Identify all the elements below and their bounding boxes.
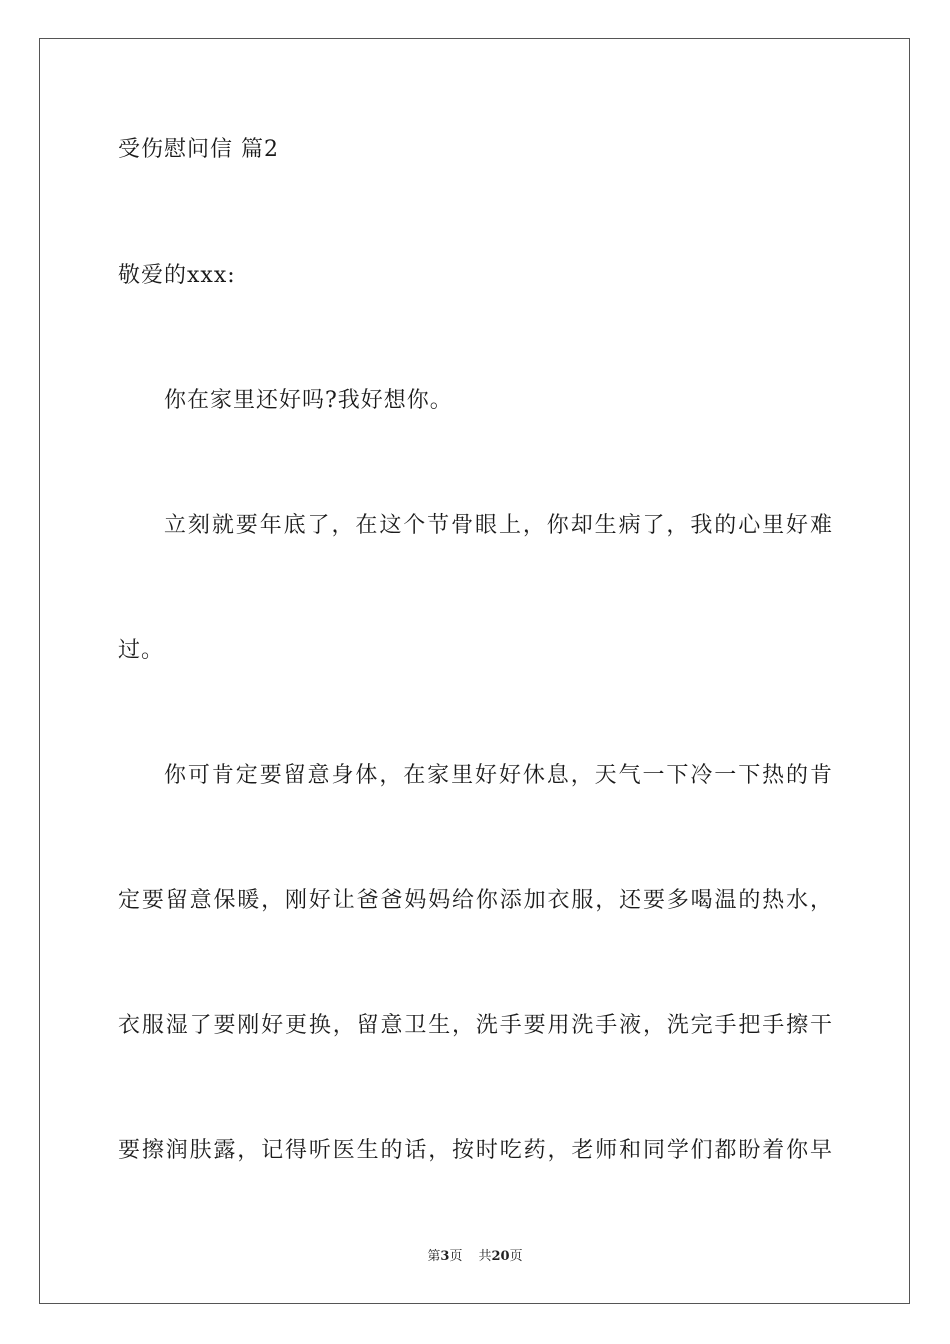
body-line-4: 你可肯定要留意身体，在家里好好休息，天气一下冷一下热的肯: [164, 763, 832, 788]
footer-page-number: 3: [440, 1249, 450, 1264]
body-line-6: 衣服湿了要刚好更换，留意卫生，洗手要用洗手液，洗完手把手擦干: [118, 1013, 832, 1038]
page-footer: [0, 1248, 950, 1266]
letter-heading: 受伤慰问信 篇2: [118, 137, 279, 162]
letter-salutation: 敬爱的xxx:: [118, 263, 236, 288]
body-line-3: 过。: [118, 638, 165, 663]
footer-total-pages: 20: [491, 1249, 510, 1264]
footer-page-prefix: 第: [427, 1249, 441, 1264]
body-line-5: 定要留意保暖，刚好让爸爸妈妈给你添加衣服，还要多喝温的热水，: [118, 888, 832, 913]
body-line-7: 要擦润肤露，记得听医生的话，按时吃药，老师和同学们都盼着你早: [118, 1138, 832, 1163]
body-line-1: 你在家里还好吗?我好想你。: [164, 388, 453, 413]
page-frame: [39, 38, 910, 1304]
footer-total-suffix: 页: [509, 1249, 523, 1264]
footer-page-suffix: 页: [449, 1249, 463, 1264]
body-line-2: 立刻就要年底了，在这个节骨眼上，你却生病了，我的心里好难: [164, 513, 832, 538]
footer-total-prefix: 共: [478, 1249, 492, 1264]
